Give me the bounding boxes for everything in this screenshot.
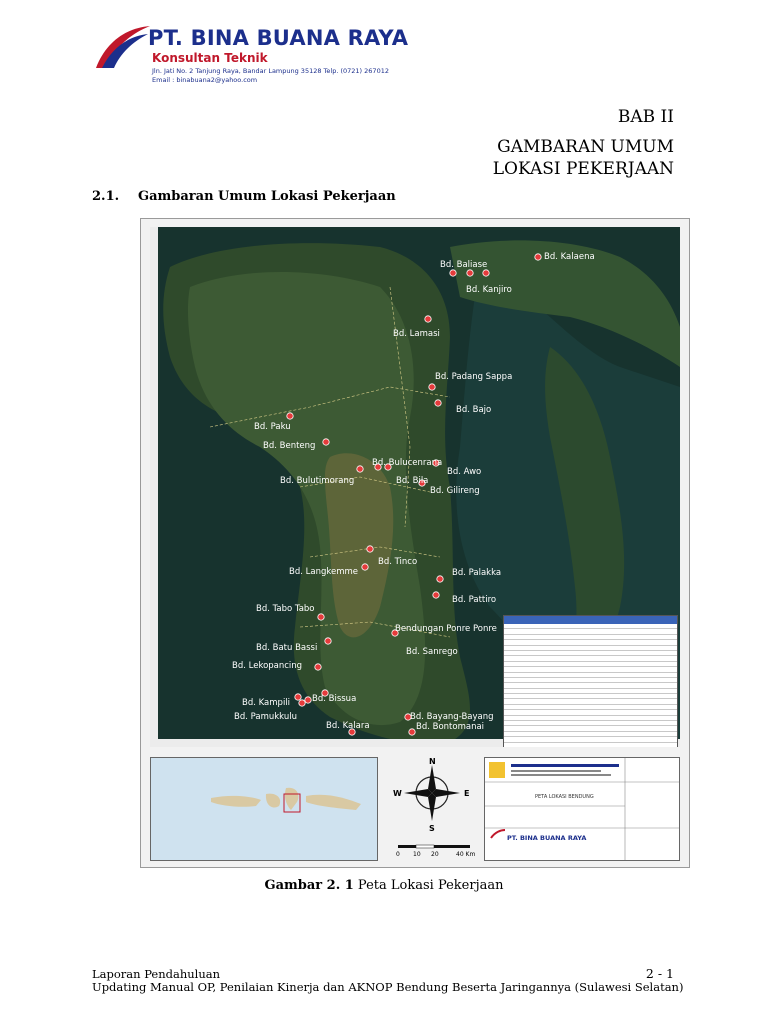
map-label-palakka: Bd. Palakka [452, 568, 502, 578]
map-label-awo: Bd. Awo [447, 467, 482, 477]
figure-caption-label: Gambar 2. 1 [264, 878, 354, 893]
company-subtitle: Konsultan Teknik [152, 51, 268, 65]
scale-label-20: 20 [431, 851, 439, 858]
map-figure [140, 218, 690, 868]
map-label-bissua: Bd. Bissua [312, 694, 357, 704]
compass-s: S [429, 824, 435, 833]
compass-w: W [393, 789, 402, 798]
map-label-tinco: Bd. Tinco [378, 557, 418, 567]
map-label-bajo: Bd. Bajo [456, 405, 492, 415]
map-label-bontomanai: Bd. Bontomanai [416, 722, 485, 732]
page-footer [92, 968, 683, 994]
footer-project-title: Updating Manual OP, Penilaian Kinerja dan AKNOP Bendung Beserta Jaringannya (Sulawesi Selatan) [92, 980, 684, 994]
scale-label-40: 40 Km [456, 851, 476, 858]
map-label-pattiro: Bd. Pattiro [452, 595, 497, 605]
map-label-bulutimorang: Bd. Bulutimorang [280, 476, 355, 486]
map-label-langkemme: Bd. Langkemme [289, 567, 358, 577]
figure-caption-text: Peta Lokasi Pekerjaan [353, 878, 504, 893]
company-name: PT. BINA BUANA RAYA [148, 26, 409, 50]
map-label-lamasi: Bd. Lamasi [393, 329, 440, 339]
section-title: Gambaran Umum Lokasi Pekerjaan [138, 189, 396, 204]
map-label-batu-bassi: Bd. Batu Bassi [256, 643, 318, 653]
map-label-benteng: Bd. Benteng [263, 441, 316, 451]
map-label-bayang-bayang: Bd. Bayang-Bayang [410, 712, 494, 722]
company-logo [92, 22, 422, 82]
map-label-lekopancing: Bd. Lekopancing [232, 661, 303, 671]
company-address: Jln. Jati No. 2 Tanjung Raya, Bandar Lampung 35128 Telp. (0721) 267012 [152, 67, 389, 75]
company-email: Email : binabuana2@yahoo.com [152, 76, 258, 84]
compass-n: N [429, 757, 436, 766]
map-label-ponre-ponre: Bendungan Ponre Ponre [395, 624, 497, 634]
map-label-kalaena: Bd. Kalaena [544, 252, 595, 262]
chapter-heading [493, 106, 674, 180]
title-block-company: PT. BINA BUANA RAYA [507, 834, 587, 842]
north-arrow-compass [390, 757, 480, 861]
map-satellite-view [150, 227, 680, 747]
legend-table-row [504, 743, 677, 747]
map-label-bulucenrana: Bd. Bulucenrana [372, 458, 443, 468]
map-label-padang-sappa: Bd. Padang Sappa [435, 372, 513, 382]
map-legend-table [503, 615, 678, 747]
legend-table-header [504, 616, 677, 624]
map-label-gilireng: Bd. Gilireng [430, 486, 480, 496]
compass-rose-icon [390, 757, 480, 861]
map-label-paku: Bd. Paku [254, 422, 291, 432]
compass-e: E [464, 789, 470, 798]
title-block-svg [485, 758, 680, 861]
map-bottom-panel [150, 757, 680, 861]
map-inset-indonesia [150, 757, 378, 861]
chapter-title-line2: LOKASI PEKERJAAN [492, 159, 674, 179]
map-label-bila: Bd. Bila [396, 476, 429, 486]
legend-table-rows [504, 624, 677, 747]
map-label-sanrego: Bd. Sanrego [406, 647, 458, 657]
map-label-kanjiro: Bd. Kanjiro [466, 285, 512, 295]
inset-map-svg [151, 758, 378, 861]
chapter-title-line1: GAMBARAN UMUM [497, 137, 674, 157]
map-label-pamukkulu: Bd. Pamukkulu [234, 712, 297, 722]
scale-label-10: 10 [413, 851, 421, 858]
figure-caption [0, 878, 768, 893]
page-number: 2 - 1 [645, 966, 674, 981]
chapter-number: BAB II [617, 107, 674, 127]
map-label-baliase: Bd. Baliase [440, 260, 488, 270]
footer-report-name: Laporan Pendahuluan [92, 967, 221, 981]
map-label-kalara: Bd. Kalara [326, 721, 370, 731]
swoosh-icon [92, 22, 154, 72]
scale-label-0: 0 [396, 851, 400, 858]
title-block-map-title: PETA LOKASI BENDUNG [535, 794, 594, 800]
section-number: 2.1. [92, 189, 120, 204]
map-label-tabo-tabo: Bd. Tabo Tabo [256, 604, 315, 614]
section-heading [92, 189, 396, 204]
map-label-kampili: Bd. Kampili [242, 698, 291, 708]
map-title-block [484, 757, 680, 861]
